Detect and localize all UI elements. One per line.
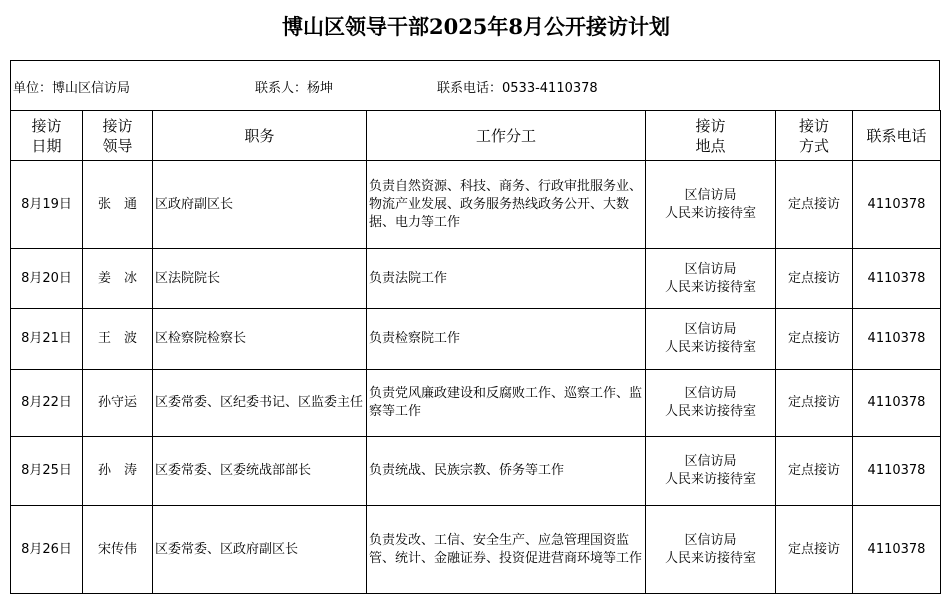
header-method: 接访 方式 [776,111,853,161]
location-cell: 区信访局 人民来访接待室 [646,437,776,506]
header-row [11,111,941,161]
table-row [11,249,941,309]
header-location: 接访 地点 [646,111,776,161]
location-cell: 区信访局 人民来访接待室 [646,370,776,437]
page-title: 博山区领导干部2025年8月公开接访计划 [281,14,671,39]
location-cell: 区信访局 人民来访接待室 [646,309,776,370]
leader-cell: 姜 冰 [83,249,153,309]
duties-cell: 负责法院工作 [367,249,646,309]
method-cell: 定点接访 [776,506,853,594]
leader-cell: 孙 涛 [83,437,153,506]
leader-cell: 宋传伟 [83,506,153,594]
location-cell: 区信访局 人民来访接待室 [646,161,776,249]
header-tel: 联系电话 [853,111,941,161]
location-cell: 区信访局 人民来访接待室 [646,506,776,594]
date-cell: 8月26日 [11,506,83,594]
header-position: 职务 [153,111,367,161]
position-cell: 区法院院长 [153,249,367,309]
method-cell: 定点接访 [776,437,853,506]
date-cell: 8月21日 [11,309,83,370]
table-row [11,506,941,594]
position-cell: 区委常委、区委统战部部长 [153,437,367,506]
leader-cell: 孙守运 [83,370,153,437]
tel-cell: 4110378 [853,249,941,309]
tel-cell: 4110378 [853,437,941,506]
table-row [11,309,941,370]
schedule-table [10,110,941,594]
header-duties: 工作分工 [367,111,646,161]
phone-label: 联系电话：0533-4110378 [437,81,598,96]
tel-cell: 4110378 [853,370,941,437]
leader-cell: 王 波 [83,309,153,370]
unit-label: 单位：博山区信访局 [13,81,131,96]
header-leader: 接访 领导 [83,111,153,161]
header-date: 接访 日期 [11,111,83,161]
method-cell: 定点接访 [776,370,853,437]
position-cell: 区委常委、区政府副区长 [153,506,367,594]
tel-cell: 4110378 [853,309,941,370]
location-cell: 区信访局 人民来访接待室 [646,249,776,309]
tel-cell: 4110378 [853,161,941,249]
date-cell: 8月19日 [11,161,83,249]
method-cell: 定点接访 [776,161,853,249]
method-cell: 定点接访 [776,309,853,370]
leader-cell: 张 通 [83,161,153,249]
table-row [11,370,941,437]
contact-label: 联系人：杨坤 [255,81,334,96]
table-row [11,161,941,249]
date-cell: 8月22日 [11,370,83,437]
date-cell: 8月20日 [11,249,83,309]
tel-cell: 4110378 [853,506,941,594]
duties-cell: 负责检察院工作 [367,309,646,370]
position-cell: 区委常委、区纪委书记、区监委主任 [153,370,367,437]
duties-cell: 负责统战、民族宗教、侨务等工作 [367,437,646,506]
position-cell: 区政府副区长 [153,161,367,249]
date-cell: 8月25日 [11,437,83,506]
table-row [11,437,941,506]
duties-cell: 负责党风廉政建设和反腐败工作、巡察工作、监察等工作 [367,370,646,437]
duties-cell: 负责发改、工信、安全生产、应急管理国资监管、统计、金融证券、投资促进营商环境等工作 [367,506,646,594]
info-bar [10,60,940,110]
method-cell: 定点接访 [776,249,853,309]
position-cell: 区检察院检察长 [153,309,367,370]
duties-cell: 负责自然资源、科技、商务、行政审批服务业、物流产业发展、政务服务热线政务公开、大数据、电力等工作 [367,161,646,249]
